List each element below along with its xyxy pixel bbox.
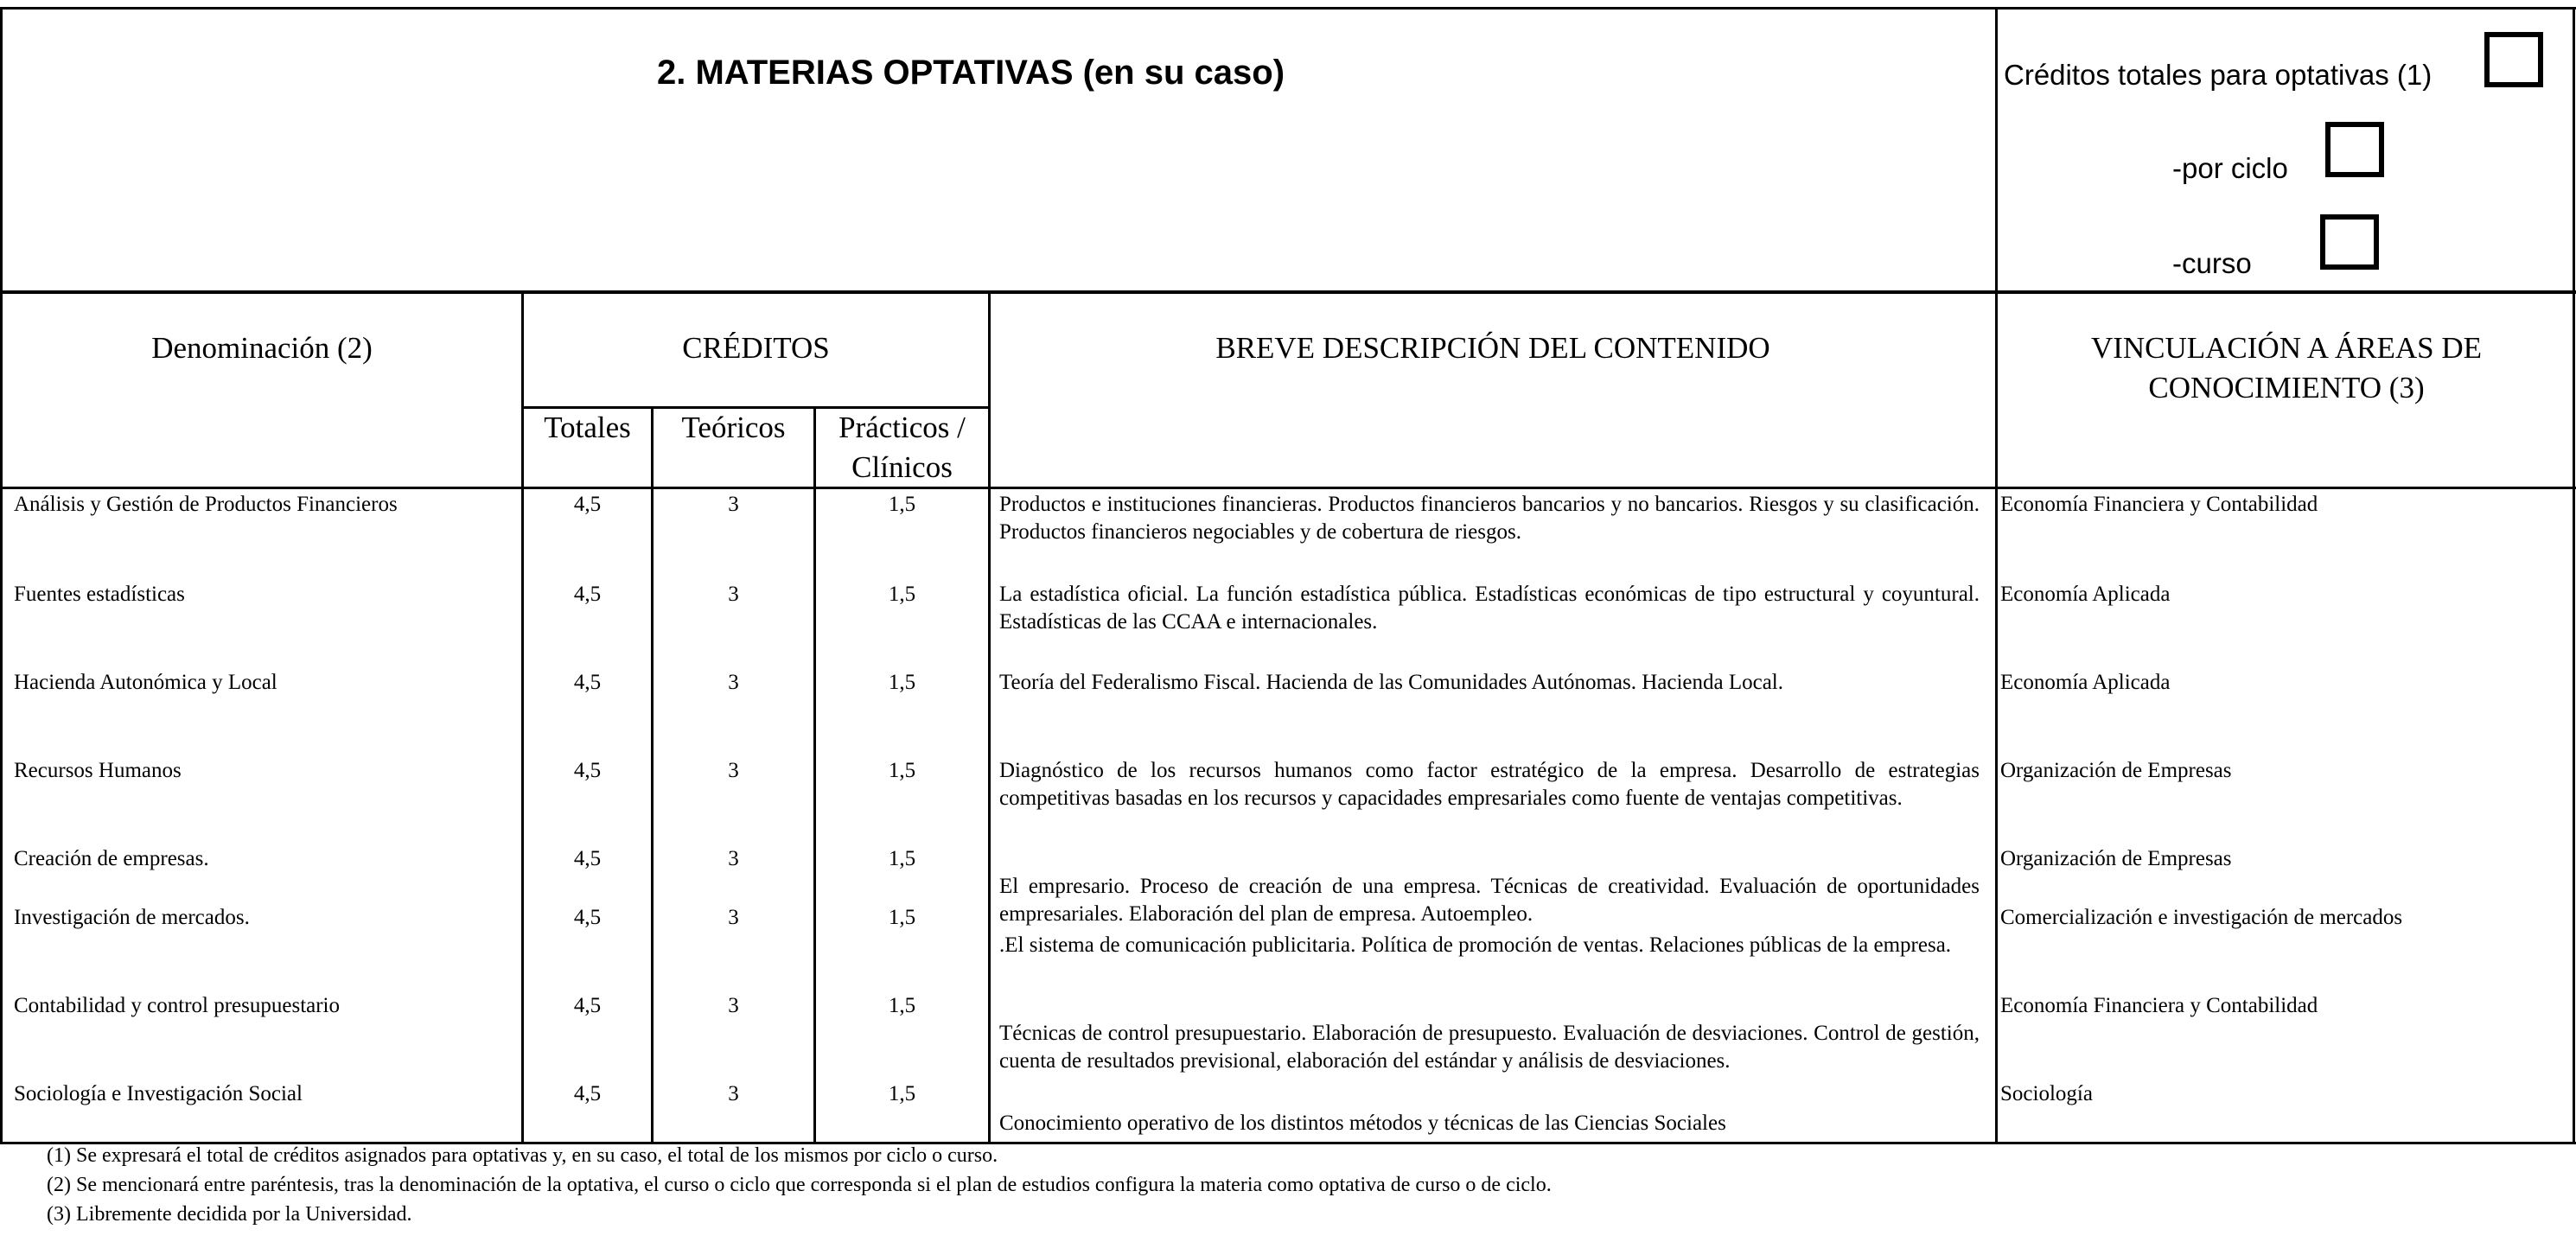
row-teoricos: 3 [728, 1082, 739, 1105]
row-totales: 4,5 [573, 583, 602, 606]
frame-top-border [0, 7, 2576, 10]
row-area: Comercialización e investigación de mercados [2000, 906, 2403, 929]
row-practicos: 1,5 [888, 759, 916, 782]
per-course-label: -curso [2172, 247, 2252, 279]
description-text: La estadística oficial. La función estadística pública. Estadísticas económicas de tipo estructural y coyuntural. Estadísticas de las CCAA e internacionales. [999, 583, 1980, 634]
row-name: Recursos Humanos [14, 759, 182, 782]
description-text: Productos e instituciones financieras. Productos financieros bancarios y no bancarios. Riesgos y su clasificación. Productos financieros negociables y de cobertura de riesgos. [999, 493, 1980, 544]
row-totales: 4,5 [573, 671, 602, 694]
row-area: Organización de Empresas [2000, 847, 2232, 870]
row-totales: 4,5 [573, 493, 602, 516]
row-name: Creación de empresas. [14, 847, 209, 870]
footnote-2: (2) Se mencionará entre paréntesis, tras la denominación de la optativa, el curso o ciclo que corresponda si el plan de estudios configura la materia como optativa de curso o de ciclo. [47, 1174, 1552, 1196]
header-descripcion: BREVE DESCRIPCIÓN DEL CONTENIDO [1215, 331, 1770, 365]
per-cycle-box [2325, 122, 2384, 177]
title-right-divider [1995, 7, 1998, 1144]
row-teoricos: 3 [728, 906, 739, 929]
description-text: Técnicas de control presupuestario. Elaboración de presupuesto. Evaluación de desviaciones. Control de gestión, cuenta de resultados previsional, elaboración del estándar y análisis de desviaciones. [999, 1022, 1980, 1073]
row-totales: 4,5 [573, 1082, 602, 1105]
footnote-3: (3) Libremente decidida por la Universidad. [47, 1203, 412, 1226]
row-name: Análisis y Gestión de Productos Financieros [14, 493, 398, 516]
title-bottom-border [0, 290, 2576, 294]
creditos-col-divider [988, 292, 991, 1143]
row-practicos: 1,5 [888, 1082, 916, 1105]
frame-right-border [2573, 7, 2575, 1144]
row-practicos: 1,5 [888, 583, 916, 606]
row-teoricos: 3 [728, 583, 739, 606]
row-teoricos: 3 [728, 671, 739, 694]
header-vinculacion: VINCULACIÓN A ÁREAS DE CONOCIMIENTO (3) [2090, 331, 2483, 404]
row-teoricos: 3 [728, 493, 739, 516]
row-teoricos: 3 [728, 847, 739, 870]
row-practicos: 1,5 [888, 671, 916, 694]
page-title: 2. MATERIAS OPTATIVAS (en su caso) [657, 54, 1285, 92]
per-course-box [2320, 214, 2379, 270]
header-teoricos: Teóricos [681, 411, 786, 444]
header-practicos: Prácticos / Clínicos [838, 411, 966, 484]
row-teoricos: 3 [728, 759, 739, 782]
row-totales: 4,5 [573, 847, 602, 870]
row-name: Fuentes estadísticas [14, 583, 185, 606]
row-practicos: 1,5 [888, 906, 916, 929]
row-name: Hacienda Autonómica y Local [14, 671, 277, 694]
row-totales: 4,5 [573, 994, 602, 1017]
row-area: Economía Aplicada [2000, 583, 2171, 606]
row-name: Sociología e Investigación Social [14, 1082, 303, 1105]
header-creditos: CRÉDITOS [682, 331, 830, 365]
row-area: Organización de Empresas [2000, 759, 2232, 782]
row-area: Economía Aplicada [2000, 671, 2171, 694]
description-text: El empresario. Proceso de creación de una empresa. Técnicas de creatividad. Evaluación de oportunidades empresariales. Elaboración del plan de empresa. Autoempleo. [999, 875, 1980, 926]
row-name: Contabilidad y control presupuestario [14, 994, 341, 1017]
row-name: Investigación de mercados. [14, 906, 250, 929]
row-practicos: 1,5 [888, 994, 916, 1017]
row-practicos: 1,5 [888, 493, 916, 516]
row-totales: 4,5 [573, 906, 602, 929]
row-practicos: 1,5 [888, 847, 916, 870]
row-area: Sociología [2000, 1082, 2093, 1105]
header-bottom-border [0, 487, 2576, 489]
credits-total-box [2484, 32, 2543, 87]
description-text: Conocimiento operativo de los distintos métodos y técnicas de las Ciencias Sociales [999, 1111, 1726, 1135]
frame-left-border [0, 7, 3, 1144]
row-totales: 4,5 [573, 759, 602, 782]
row-area: Economía Financiera y Contabilidad [2000, 493, 2318, 516]
description-text: Teoría del Federalismo Fiscal. Hacienda de las Comunidades Autónomas. Hacienda Local. [999, 671, 1784, 694]
footnote-1: (1) Se expresará el total de créditos asignados para optativas y, en su caso, el total de los mismos por ciclo o curso. [47, 1144, 998, 1167]
description-text: Diagnóstico de los recursos humanos como factor estratégico de la empresa. Desarrollo de estrategias competitivas basadas en los recursos y capacidades empresariales como fuente de ventajas competitivas. [999, 759, 1980, 810]
header-totales: Totales [544, 411, 631, 444]
credits-total-label: Créditos totales para optativas (1) [2004, 59, 2433, 91]
per-cycle-label: -por ciclo [2172, 152, 2288, 184]
row-teoricos: 3 [728, 994, 739, 1017]
header-denominacion: Denominación (2) [151, 331, 373, 365]
description-text: .El sistema de comunicación publicitaria. Política de promoción de ventas. Relaciones públicas de la empresa. [999, 933, 1952, 957]
row-area: Economía Financiera y Contabilidad [2000, 994, 2318, 1017]
